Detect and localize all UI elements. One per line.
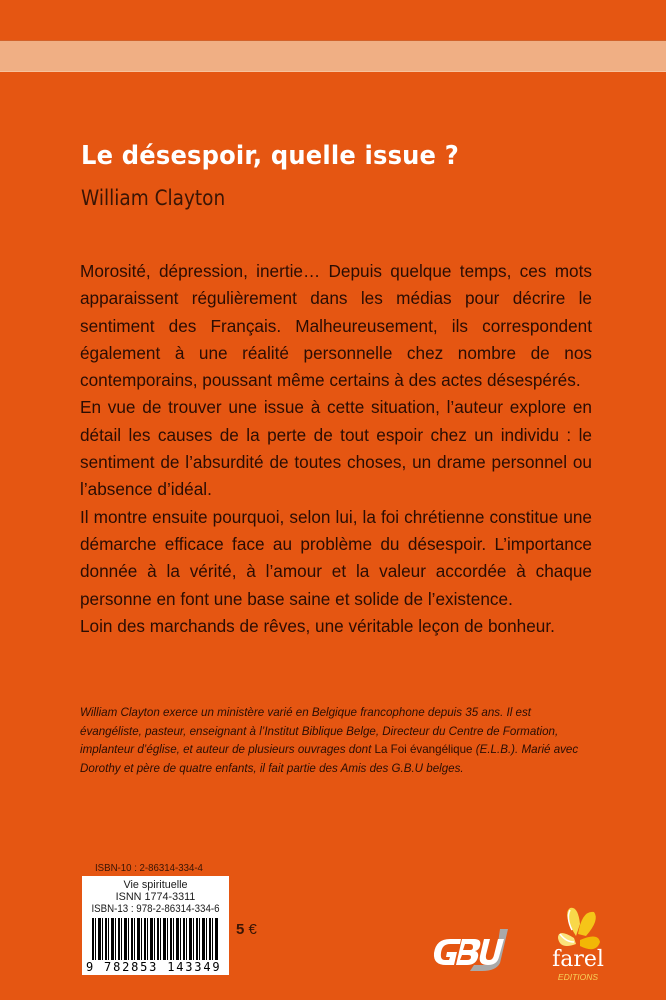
- book-title: Le désespoir, quelle issue ?: [81, 141, 459, 171]
- barcode-digits: 9 782853 143349: [84, 960, 229, 974]
- price: [236, 921, 257, 938]
- issn-number: ISNN 1774-3311: [115, 891, 196, 903]
- svg-text:EDITIONS: EDITIONS: [557, 972, 599, 982]
- gbu-logo-icon: [430, 925, 516, 975]
- author-bio: [80, 704, 592, 778]
- blurb-closing-line: Loin des marchands de rêves, une véritable leçon de bonheur.: [80, 615, 555, 636]
- book-author: William Clayton: [81, 186, 226, 210]
- farel-editions-logo: [548, 904, 608, 992]
- isbn13-number: ISBN-13 : 978-2-86314-334-6: [91, 903, 220, 915]
- farel-butterfly-icon: [548, 904, 608, 992]
- barcode-icon: [92, 918, 218, 962]
- bio-book-title: La Foi évangélique: [374, 743, 473, 757]
- back-cover-blurb: [80, 258, 592, 640]
- bio-text: William Clayton exerce un ministère varié en Belgique francophone depuis 35 ans. Il est évangéliste, pasteur, enseignant à l’Institut Biblique Belge, Directeur du Centre de Formation, implanteur d’église, et auteur de plusieurs ouvrages dont: [80, 706, 559, 757]
- blurb-paragraph: En vue de trouver une issue à cette situation, l’auteur explore en détail les causes de la perte de tout espoir chez un individu : le sentiment de l’absurdité de toutes choses, un drame personnel ou l’absence d’idéal.: [80, 397, 592, 500]
- collection-name: Vie spirituelle: [123, 879, 188, 891]
- blurb-paragraph: Morosité, dépression, inertie… Depuis quelque temps, ces mots apparaissent régulièrement dans les médias pour décrire le sentiment des Français. Malheureusement, ils correspondent également à une réalité personnelle chez nombre de nos contemporains, poussant même certains à des actes désespérés.: [80, 261, 592, 391]
- decorative-band: [0, 40, 666, 72]
- price-value: 5: [236, 921, 245, 938]
- isbn10-label: ISBN-10 : 2-86314-334-4: [95, 862, 203, 874]
- price-currency: €: [248, 921, 257, 938]
- blurb-paragraph: Il montre ensuite pourquoi, selon lui, la foi chrétienne constitue une démarche efficace face au problème du désespoir. L’importance donnée à la vérité, à l’amour et la valeur accordée à chaque personne en font une base saine et solide de l’existence.: [80, 506, 592, 609]
- bio-text: (E.L.B.). Marié avec Dorothy et père de quatre enfants, il fait partie des Amis des G.B.U belges.: [80, 743, 579, 775]
- barcode-label: [82, 876, 229, 975]
- svg-text:farel: farel: [552, 947, 604, 972]
